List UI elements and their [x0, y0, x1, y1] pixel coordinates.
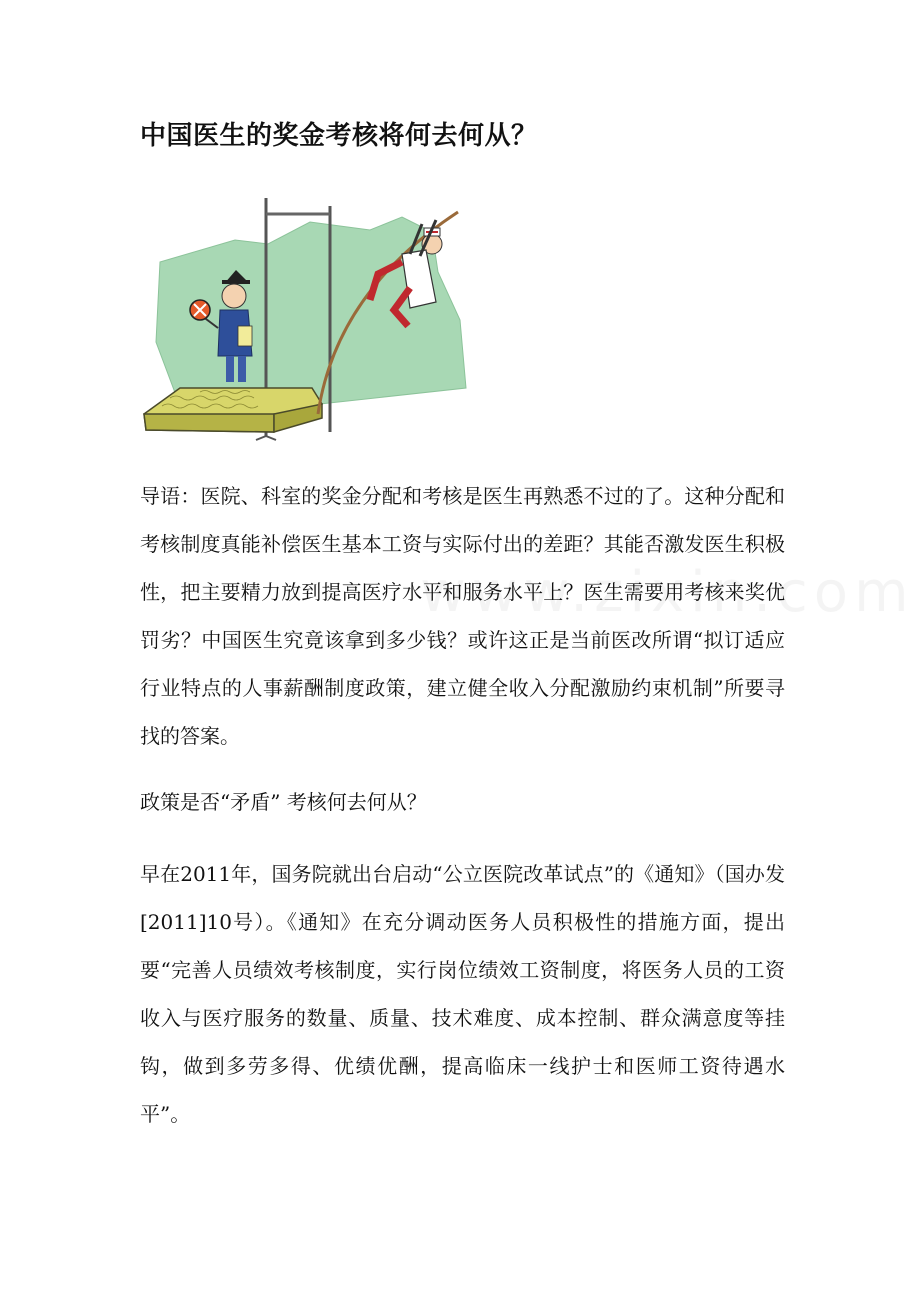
pole-vault-cartoon-illustration [140, 192, 470, 442]
page-title: 中国医生的奖金考核将何去何从？ [140, 121, 538, 151]
body-paragraph: 早在2011年，国务院就出台启动“公立医院改革试点”的《通知》（国办发[2011]10号）。《通知》在充分调动医务人员积极性的措施方面，提出要“完善人员绩效考核制度，实行岗位绩效工资制度，将医务人员的工资收入与医疗服务的数量、质量、技术难度、成本控制、群众满意度等挂钩，做到多劳多得、优绩优酬，提高临床一线护士和医师工资待遇水平”。 [140, 862, 785, 1126]
section-heading: 政策是否“矛盾” 考核何去何从？ [140, 790, 427, 814]
intro-paragraph: 导语：医院、科室的奖金分配和考核是医生再熟悉不过的了。这种分配和考核制度真能补偿医生基本工资与实际付出的差距？其能否激发医生积极性，把主要精力放到提高医疗水平和服务水平上？医生需要用考核来奖优罚劣？中国医生究竟该拿到多少钱？或许这正是当前医改所谓“拟订适应行业特点的人事薪酬制度政策，建立健全收入分配激励约束机制”所要寻找的答案。 [140, 484, 785, 748]
